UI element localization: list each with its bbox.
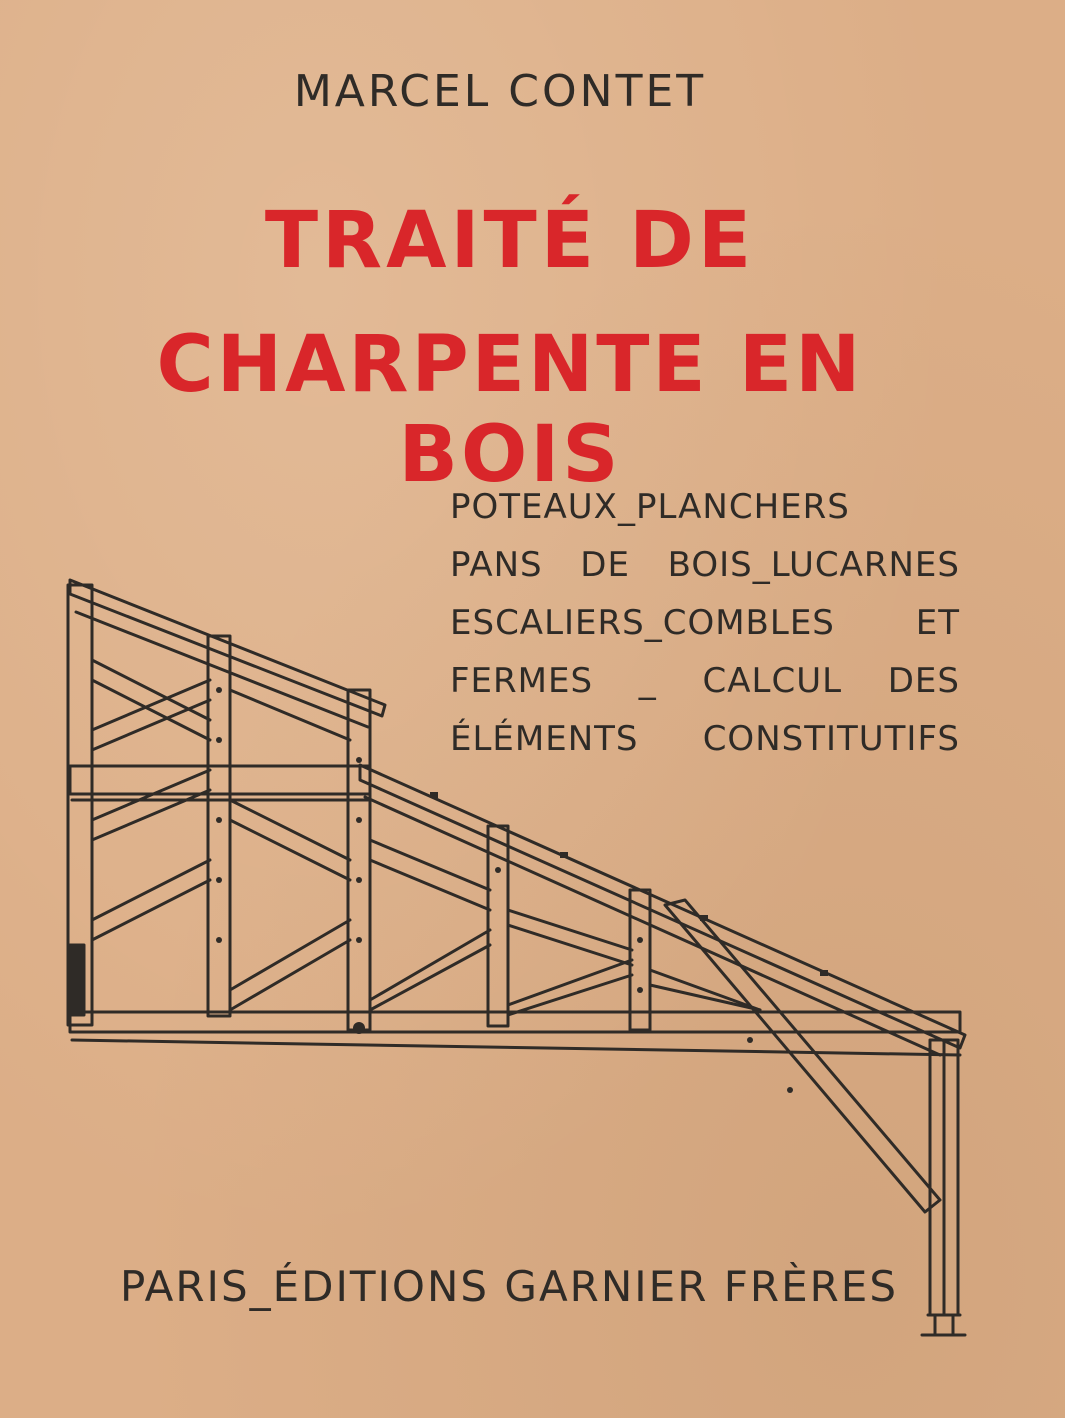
subtitle-line-1: POTEAUX_PLANCHERS <box>450 487 850 527</box>
subtitle-line-5: ÉLÉMENTS CONSTITUTIFS <box>450 719 960 759</box>
subtitle-line-4: FERMES _ CALCUL DES <box>450 661 960 701</box>
title-line-1: TRAITÉ DE <box>264 196 756 286</box>
author-name: MARCEL CONTET <box>293 66 707 117</box>
publisher-line: PARIS_ÉDITIONS GARNIER FRÈRES <box>120 1262 898 1311</box>
subtitle-line-3: ESCALIERS_COMBLES ET <box>450 603 960 643</box>
title-line-2: CHARPENTE EN BOIS <box>156 320 864 500</box>
subtitle-line-2: PANS DE BOIS_LUCARNES <box>450 545 960 585</box>
